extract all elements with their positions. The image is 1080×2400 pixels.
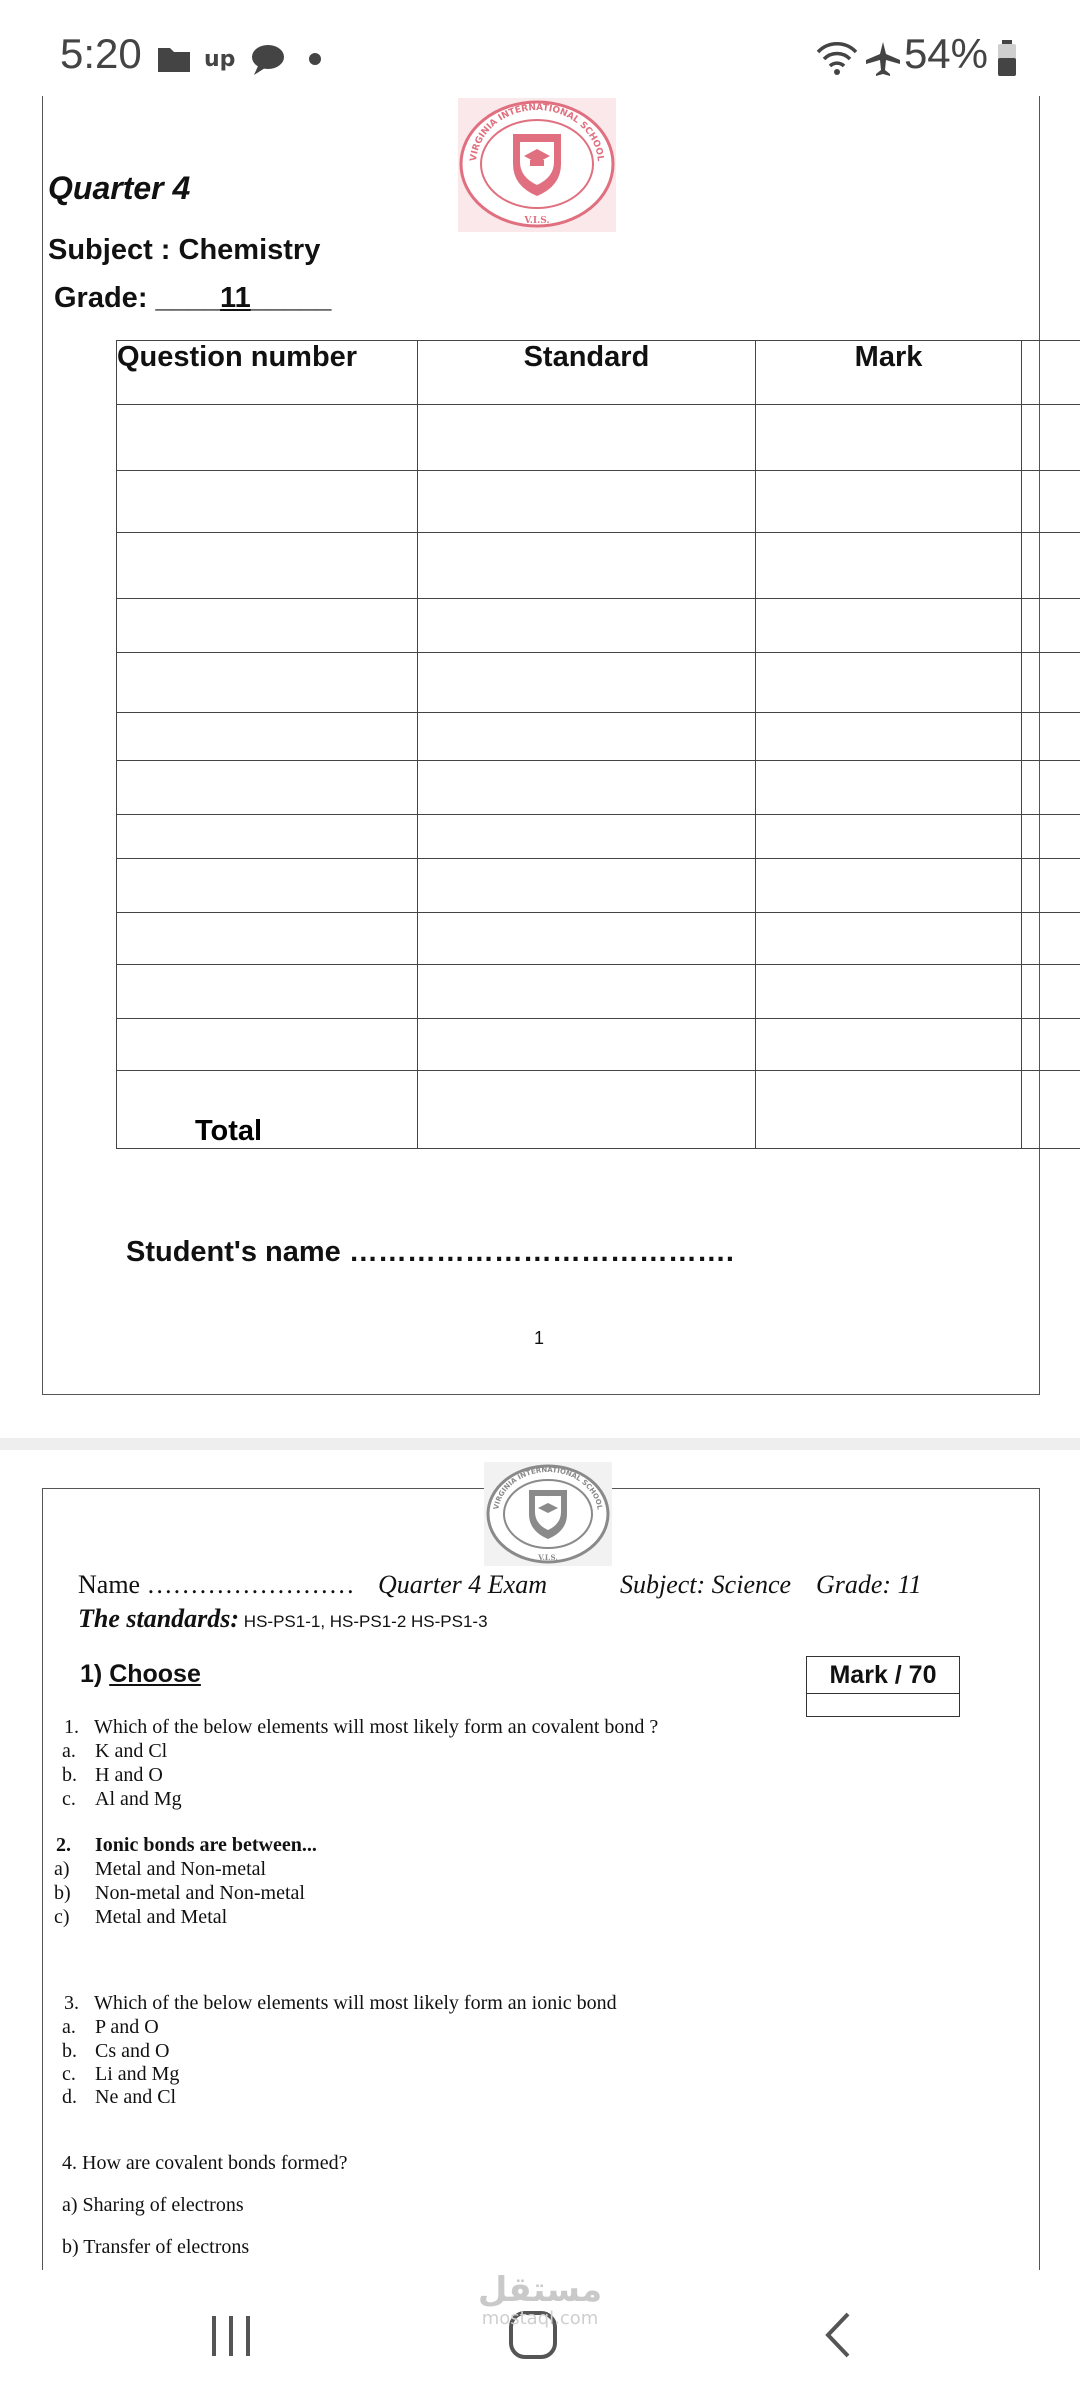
q3-option-c: c. [62, 2063, 76, 2085]
q1-option-a: a. [62, 1740, 76, 1762]
q3-option-c-text: Li and Mg [95, 2063, 180, 2085]
q4-option-a: a) Sharing of electrons [62, 2194, 244, 2216]
notification-dot-icon [308, 52, 322, 66]
page-gap [0, 1438, 1080, 1450]
q3-option-b: b. [62, 2040, 77, 2062]
navigation-bar [0, 2270, 1080, 2400]
q2-option-b: b) [54, 1882, 71, 1904]
standards-value: HS-PS1-1, HS-PS1-2 HS-PS1-3 [239, 1612, 488, 1631]
q2-option-c: c) [54, 1906, 70, 1928]
header-mark: Mark [756, 341, 1021, 405]
table-row [117, 471, 1080, 533]
question-2: Ionic bonds are between... [95, 1834, 317, 1856]
table-row [117, 913, 1080, 965]
marks-table [116, 340, 1080, 1149]
svg-text:V.I.S.: V.I.S. [524, 216, 550, 226]
table-row [117, 599, 1080, 653]
q1-option-a-text: K and Cl [95, 1740, 168, 1762]
table-row [117, 405, 1080, 471]
grade-label [54, 282, 331, 315]
subject-label: Subject : Chemistry [48, 234, 321, 266]
table-row [117, 653, 1080, 713]
status-time: 5:20 [60, 30, 142, 77]
q3-option-a: a. [62, 2016, 76, 2038]
upwork-icon [204, 44, 238, 74]
exam-subject: Subject: Science [620, 1570, 792, 1599]
q2-option-a-text: Metal and Non-metal [95, 1858, 267, 1880]
standards-label: The standards: [78, 1604, 240, 1633]
svg-text:up: up [204, 47, 236, 72]
status-bar [0, 0, 1080, 100]
table-row [117, 859, 1080, 913]
q1-option-b-text: H and O [95, 1764, 163, 1786]
q2-option-b-text: Non-metal and Non-metal [95, 1882, 305, 1904]
q2-option-c-text: Metal and Metal [95, 1906, 228, 1928]
table-row [117, 965, 1080, 1019]
back-button[interactable] [822, 2310, 854, 2360]
table-row [117, 815, 1080, 859]
standards-line [78, 1604, 488, 1634]
school-logo-gray [484, 1462, 612, 1571]
svg-text:V.I.S.: V.I.S. [538, 1553, 558, 1562]
watermark-arabic: مستقل [477, 2270, 603, 2310]
section-number: 1) [80, 1660, 103, 1688]
question-2-number: 2. [56, 1834, 71, 1856]
grade-suffix: _____ [250, 282, 332, 314]
q1-option-c: c. [62, 1788, 76, 1810]
page-number: 1 [534, 1328, 545, 1348]
table-row [117, 761, 1080, 815]
wifi-icon [814, 40, 860, 76]
mark-box [806, 1656, 960, 1717]
q1-option-b: b. [62, 1764, 77, 1786]
table-row [117, 533, 1080, 599]
header-standard: Standard [417, 341, 756, 405]
table-row [117, 713, 1080, 761]
question-3: 3. Which of the below elements will most likely form an ionic bond [64, 1992, 617, 2014]
watermark-latin: mostaql.com [481, 2308, 599, 2329]
q3-option-a-text: P and O [95, 2016, 159, 2038]
grade-value: 11 [220, 282, 251, 314]
airplane-icon [864, 40, 902, 78]
school-logo [458, 98, 616, 237]
header-question-number: Question number [117, 341, 418, 405]
q3-option-d-text: Ne and Cl [95, 2086, 177, 2108]
table-total-row [117, 1071, 1080, 1149]
q1-option-c-text: Al and Mg [95, 1788, 182, 1810]
mark-total: Mark / 70 [807, 1657, 959, 1694]
q3-option-d: d. [62, 2086, 77, 2108]
q2-option-a: a) [54, 1858, 70, 1880]
section-title: Choose [109, 1660, 201, 1688]
battery-percentage: 54% [903, 30, 988, 77]
question-4: 4. How are covalent bonds formed? [62, 2152, 348, 2174]
svg-text:VIRGINIA INTERNATIONAL SCHOOL: VIRGINIA INTERNATIONAL SCHOOL [468, 102, 605, 162]
exam-title: Quarter 4 Exam [378, 1570, 547, 1599]
q3-option-b-text: Cs and O [95, 2040, 170, 2062]
recent-apps-button[interactable] [208, 2314, 254, 2358]
quarter-title: Quarter 4 [48, 170, 191, 206]
exam-grade: Grade: 11 [816, 1570, 922, 1599]
battery-icon [996, 40, 1018, 76]
grade-prefix: Grade: ____ [54, 282, 221, 314]
total-label: Total [117, 1071, 418, 1149]
q4-option-b: b) Transfer of electrons [62, 2236, 250, 2258]
section-heading [80, 1660, 201, 1689]
chat-bubble-icon [250, 44, 286, 76]
svg-text:VIRGINIA INTERNATIONAL SCHOOL: VIRGINIA INTERNATIONAL SCHOOL [492, 1465, 604, 1511]
question-1: 1. Which of the below elements will most likely form an covalent bond ? [64, 1716, 659, 1738]
name-field-label: Name …………………… [78, 1570, 355, 1599]
student-name-line: Student's name …………………………………. [126, 1236, 734, 1268]
table-header-row [117, 341, 1080, 405]
table-row [117, 1019, 1080, 1071]
folder-icon [156, 44, 192, 74]
header-extra [1021, 341, 1080, 405]
